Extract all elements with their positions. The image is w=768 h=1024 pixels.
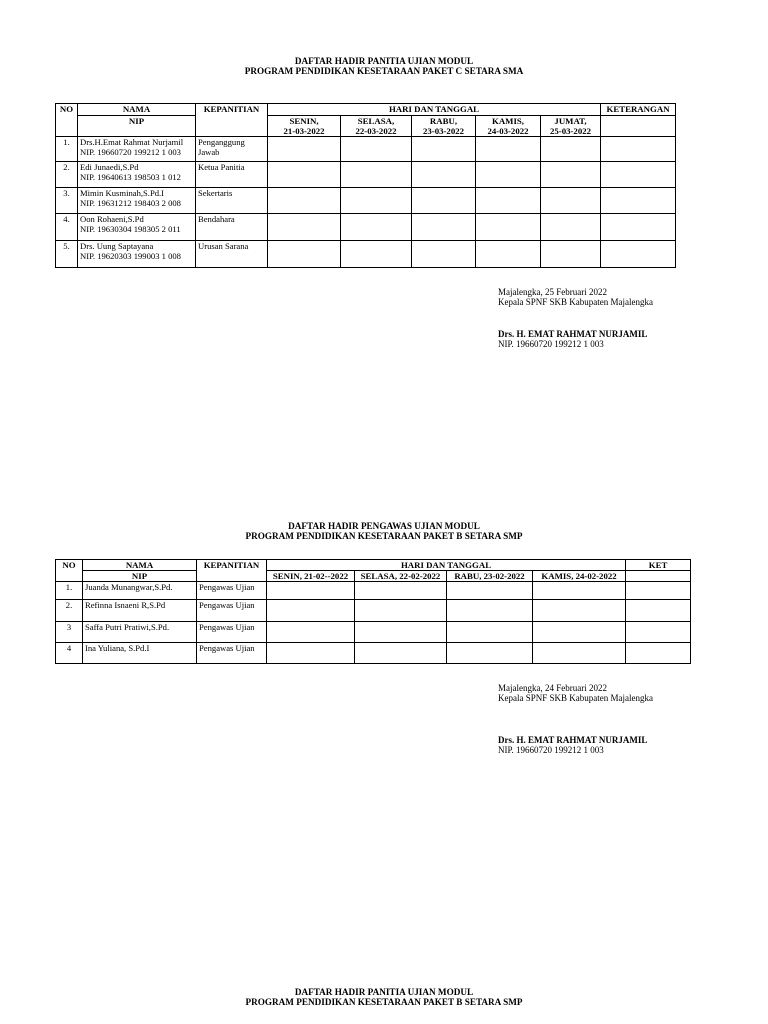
- day-label: SELASA,: [357, 116, 395, 126]
- signature-nip: NIP. 19660720 199212 1 003: [498, 339, 604, 349]
- row-nama: Mimin Kusminah,S.Pd.I: [80, 188, 165, 198]
- table-row: [56, 162, 676, 188]
- row-day-cell: [268, 214, 341, 241]
- doc1-header-no: NO: [56, 104, 78, 137]
- doc2-header-no: NO: [56, 560, 83, 582]
- row-nama: Ina Yuliana, S.Pd.I: [83, 643, 197, 664]
- doc1-header-row: [56, 104, 676, 116]
- doc1-title-line2: PROGRAM PENDIDIKAN KESETARAAN PAKET C SETARA SMA: [244, 66, 524, 76]
- row-nip: NIP. 19640613 198503 1 012: [80, 172, 181, 182]
- doc1-header-day-3: [412, 116, 476, 137]
- row-no: 4.: [56, 214, 78, 241]
- doc1-subheader-row: [56, 116, 676, 137]
- row-role-line1: Bendahara: [198, 214, 235, 224]
- signature-name: Drs. H. EMAT RAHMAT NURJAMIL: [498, 329, 648, 339]
- row-day-cell: [447, 643, 533, 664]
- row-keterangan-cell: [601, 137, 676, 162]
- row-nama: Refinna Isnaeni R,S.Pd: [83, 600, 197, 622]
- row-day-cell: [541, 241, 601, 268]
- row-no: 3.: [56, 188, 78, 214]
- row-role-line1: Ketua Panitia: [198, 162, 245, 172]
- row-nama: Edi Junaedi,S.Pd: [80, 162, 139, 172]
- doc1-header-keterangan: KETERANGAN: [601, 104, 676, 116]
- doc2-header-day-4: KAMIS, 24-02-2022: [533, 571, 626, 582]
- row-nip: NIP. 19660720 199212 1 003: [80, 147, 181, 157]
- doc2-signature-block: [498, 683, 653, 703]
- row-no: 2.: [56, 162, 78, 188]
- row-day-cell: [267, 643, 355, 664]
- row-day-cell: [341, 241, 412, 268]
- doc1-header-nip: NIP: [78, 116, 196, 137]
- row-nama: Saffa Putri Pratiwi,S.Pd.: [83, 622, 197, 643]
- table-row: [56, 643, 691, 664]
- doc1-header-day-1: [268, 116, 341, 137]
- row-ket-cell: [626, 600, 691, 622]
- date-label: 21-03-2022: [283, 126, 325, 136]
- row-role-line2: Jawab: [198, 147, 220, 157]
- table-row: [56, 137, 676, 162]
- row-day-cell: [412, 214, 476, 241]
- row-no: 1.: [56, 582, 83, 600]
- row-day-cell: [541, 214, 601, 241]
- doc2-header-hari: HARI DAN TANGGAL: [267, 560, 626, 571]
- doc3-title-line1: DAFTAR HADIR PANITIA UJIAN MODUL: [294, 987, 474, 997]
- doc2-title: [0, 521, 768, 541]
- doc2-signature-name-block: [498, 735, 647, 755]
- row-day-cell: [341, 137, 412, 162]
- row-day-cell: [533, 600, 626, 622]
- row-day-cell: [412, 188, 476, 214]
- row-keterangan-cell: [601, 188, 676, 214]
- row-nama-nip: [78, 162, 196, 188]
- doc2-header-day-1: SENIN, 21-02--2022: [267, 571, 355, 582]
- row-day-cell: [412, 162, 476, 188]
- row-day-cell: [267, 582, 355, 600]
- signature-nip: NIP. 19660720 199212 1 003: [498, 745, 604, 755]
- row-day-cell: [533, 582, 626, 600]
- row-day-cell: [476, 214, 541, 241]
- row-day-cell: [476, 188, 541, 214]
- table-row: [56, 241, 676, 268]
- row-nip: NIP. 19620303 199003 1 008: [80, 251, 181, 261]
- row-day-cell: [412, 137, 476, 162]
- table-row: [56, 600, 691, 622]
- doc2-header-day-2: SELASA, 22-02-2022: [355, 571, 447, 582]
- row-nama: Drs.H.Emat Rahmat Nurjamil: [80, 137, 184, 147]
- row-role: [196, 214, 268, 241]
- row-day-cell: [341, 162, 412, 188]
- row-nama-nip: [78, 137, 196, 162]
- row-ket-cell: [626, 582, 691, 600]
- doc1-header-day-5: [541, 116, 601, 137]
- doc1-header-nama: NAMA: [78, 104, 196, 116]
- doc1-header-keterangan-blank: [601, 116, 676, 137]
- row-day-cell: [341, 214, 412, 241]
- row-role: Pengawas Ujian: [197, 643, 267, 664]
- row-day-cell: [268, 241, 341, 268]
- row-day-cell: [267, 622, 355, 643]
- signature-position: Kepala SPNF SKB Kabupaten Majalengka: [498, 297, 653, 307]
- row-nip: NIP. 19630304 198305 2 011: [80, 224, 181, 234]
- row-no: 1.: [56, 137, 78, 162]
- row-day-cell: [268, 137, 341, 162]
- doc2-header-ket: KET: [626, 560, 691, 571]
- row-day-cell: [533, 643, 626, 664]
- doc2-header-kepanitian: KEPANITIAN: [197, 560, 267, 582]
- row-day-cell: [268, 162, 341, 188]
- row-day-cell: [355, 582, 447, 600]
- row-day-cell: [541, 137, 601, 162]
- row-day-cell: [341, 188, 412, 214]
- row-day-cell: [476, 241, 541, 268]
- doc1-header-hari: HARI DAN TANGGAL: [268, 104, 601, 116]
- row-role: [196, 188, 268, 214]
- doc1-title: [0, 56, 768, 76]
- table-row: [56, 582, 691, 600]
- row-day-cell: [355, 600, 447, 622]
- row-day-cell: [541, 188, 601, 214]
- date-label: 24-03-2022: [487, 126, 529, 136]
- row-day-cell: [447, 600, 533, 622]
- row-role: [196, 137, 268, 162]
- row-ket-cell: [626, 643, 691, 664]
- doc1-header-day-2: [341, 116, 412, 137]
- doc2-header-nama: NAMA: [83, 560, 197, 571]
- row-nama: Oon Rohaeni,S.Pd: [80, 214, 144, 224]
- doc1-header-kepanitian: KEPANITIAN: [196, 104, 268, 137]
- doc1-header-day-4: [476, 116, 541, 137]
- doc1-title-line1: DAFTAR HADIR PANITIA UJIAN MODUL: [294, 56, 474, 66]
- row-keterangan-cell: [601, 214, 676, 241]
- doc2-header-row: [56, 560, 691, 571]
- doc1-attendance-table: [55, 103, 676, 268]
- row-nama-nip: [78, 241, 196, 268]
- doc3-title-line2: PROGRAM PENDIDIKAN KESETARAAN PAKET B SETARA SMP: [245, 997, 523, 1007]
- signature-name: Drs. H. EMAT RAHMAT NURJAMIL: [498, 735, 648, 745]
- doc2-attendance-table: [55, 559, 691, 664]
- day-label: JUMAT,: [554, 116, 587, 126]
- row-role-line1: Urusan Sarana: [198, 241, 249, 251]
- row-nama: Drs. Uung Saptayana: [80, 241, 154, 251]
- row-no: 2.: [56, 600, 83, 622]
- row-day-cell: [412, 241, 476, 268]
- row-day-cell: [447, 582, 533, 600]
- row-role: Pengawas Ujian: [197, 582, 267, 600]
- doc2-subheader-row: [56, 571, 691, 582]
- row-nama-nip: [78, 214, 196, 241]
- row-nama: Juanda Munangwar,S.Pd.: [83, 582, 197, 600]
- table-row: [56, 188, 676, 214]
- date-label: 22-03-2022: [355, 126, 397, 136]
- doc1-signature-block: [498, 287, 653, 307]
- doc3-title: [0, 987, 768, 1007]
- row-role: [196, 162, 268, 188]
- row-day-cell: [268, 188, 341, 214]
- row-day-cell: [355, 622, 447, 643]
- doc2-header-ket-blank: [626, 571, 691, 582]
- row-no: 3: [56, 622, 83, 643]
- row-role-line1: Penganggung: [198, 137, 245, 147]
- row-no: 4: [56, 643, 83, 664]
- doc1-signature-name-block: [498, 329, 647, 349]
- date-label: 23-03-2022: [422, 126, 465, 136]
- row-role: [196, 241, 268, 268]
- row-day-cell: [476, 137, 541, 162]
- row-role: Pengawas Ujian: [197, 622, 267, 643]
- row-keterangan-cell: [601, 162, 676, 188]
- row-no: 5.: [56, 241, 78, 268]
- doc2-title-line1: DAFTAR HADIR PENGAWAS UJIAN MODUL: [288, 521, 480, 531]
- day-label: RABU,: [429, 116, 458, 126]
- row-day-cell: [476, 162, 541, 188]
- day-label: SENIN,: [289, 116, 319, 126]
- doc2-header-nip: NIP: [83, 571, 197, 582]
- row-day-cell: [541, 162, 601, 188]
- row-day-cell: [355, 643, 447, 664]
- row-ket-cell: [626, 622, 691, 643]
- doc2-header-day-3: RABU, 23-02-2022: [447, 571, 533, 582]
- row-nama-nip: [78, 188, 196, 214]
- row-role-line1: Sekertaris: [198, 188, 233, 198]
- signature-position: Kepala SPNF SKB Kabupaten Majalengka: [498, 693, 653, 703]
- date-label: 25-03-2022: [549, 126, 592, 136]
- row-day-cell: [267, 600, 355, 622]
- row-keterangan-cell: [601, 241, 676, 268]
- signature-place-date: Majalengka, 24 Februari 2022: [498, 683, 607, 693]
- table-row: [56, 622, 691, 643]
- row-day-cell: [533, 622, 626, 643]
- signature-place-date: Majalengka, 25 Februari 2022: [498, 287, 607, 297]
- doc2-title-line2: PROGRAM PENDIDIKAN KESETARAAN PAKET B SETARA SMP: [245, 531, 523, 541]
- table-row: [56, 214, 676, 241]
- row-role: Pengawas Ujian: [197, 600, 267, 622]
- row-day-cell: [447, 622, 533, 643]
- day-label: KAMIS,: [491, 116, 524, 126]
- row-nip: NIP. 19631212 198403 2 008: [80, 198, 181, 208]
